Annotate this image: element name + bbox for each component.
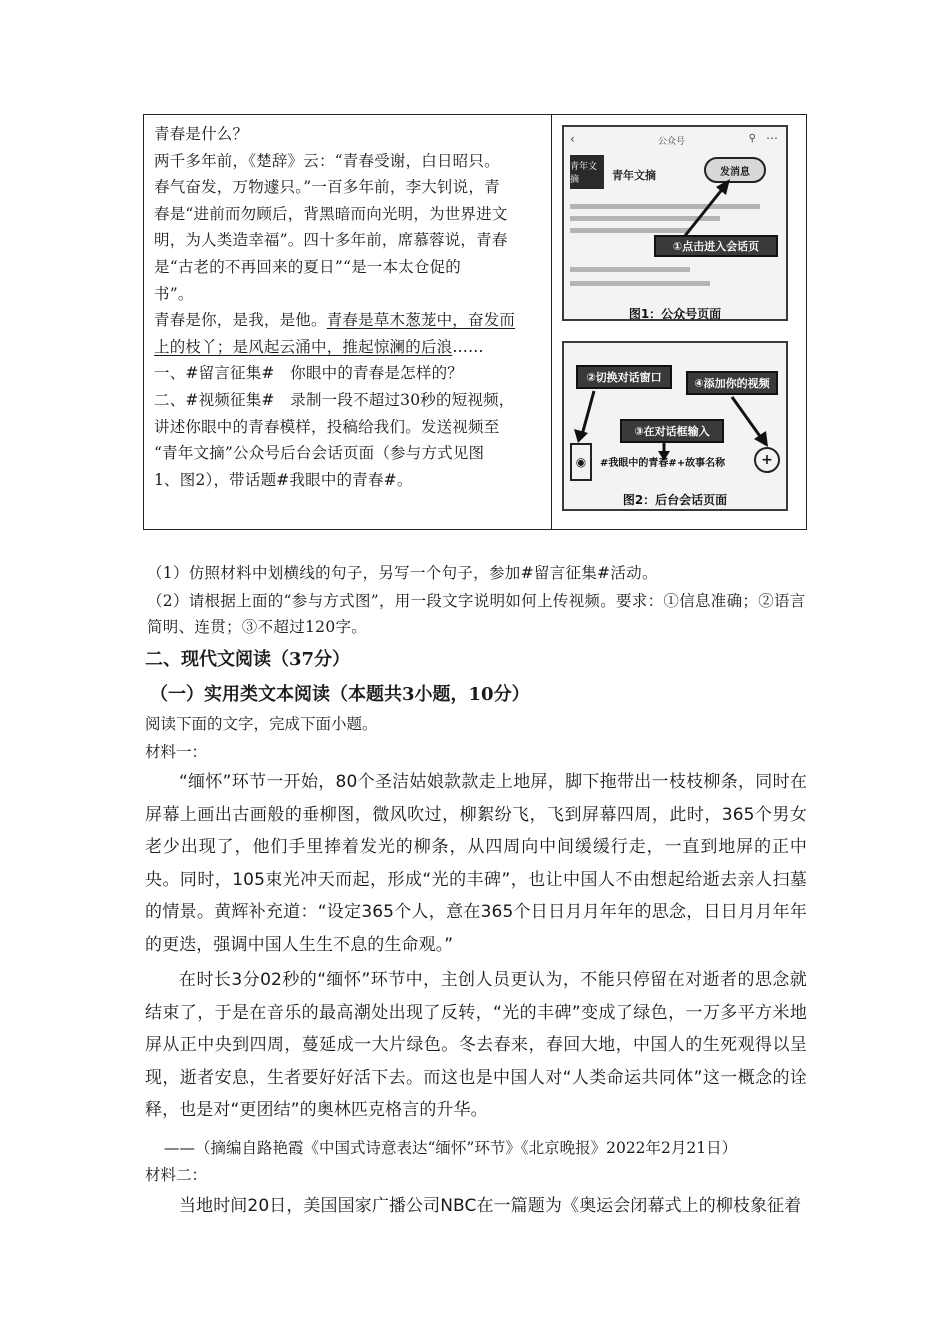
subsection-title: （一）实用类文本阅读（本题共3小题，10分） bbox=[150, 684, 530, 705]
material-2-label: 材料二： bbox=[145, 1166, 208, 1184]
text-line: 1、图2），带话题#我眼中的青春#。 bbox=[154, 470, 413, 489]
fig1-header-title: 公众号 bbox=[658, 137, 686, 147]
send-message-button: 发消息 bbox=[704, 157, 766, 183]
text-line: 二、#视频征集# 录制一段不超过30秒的短视频， bbox=[154, 390, 515, 409]
search-icon: ⚲ bbox=[748, 133, 756, 144]
text-line bbox=[154, 334, 547, 361]
material-1-paragraph-1: “缅怀”环节一开始，80个圣洁姑娘款款走上地屏，脚下拖带出一枝枝柳条，同时在屏幕上画出古画般的垂柳图，微风吹过，柳絮纷飞，飞到屏幕四周，此时，365个男女老少出现了，他们手里捧着发光的柳条，从四周向中间缓缓行走，一直到地屏的正中央。同时，105束光冲天而起，形成“光的丰碑”，也让中国人不由想起给逝去亲人扫墓的情景。黄辉补充道：“设定365个人，意在365个日日月月年年的思念，日日月月年年的更迭，强调中国人生生不息的生命观。” bbox=[145, 772, 807, 955]
text-plain: …… bbox=[452, 337, 484, 356]
text-line: 春气奋发，万物遽只。”一百多年前，李大钊说，青 bbox=[154, 178, 500, 197]
text-plain: 青春是你，是我，是他。 bbox=[154, 311, 327, 330]
plus-icon: + bbox=[754, 447, 780, 473]
text-line: “青年文摘”公众号后台会话页面（参与方式见图 bbox=[154, 444, 485, 463]
text-line: 两千多年前，《楚辞》云：“青春受谢，白日昭只。 bbox=[154, 151, 500, 170]
fig2-step-input: ③在对话框输入 bbox=[620, 419, 724, 443]
figure-2-screenshot bbox=[562, 341, 788, 511]
text-line: 青春是什么？ bbox=[154, 125, 249, 143]
figure-1-caption: 图1：公众号页面 bbox=[628, 307, 722, 321]
fig2-step-switch: ②切换对话窗口 bbox=[576, 365, 672, 389]
text-line: 讲述你眼中的青春模样，投稿给我们。发送视频至 bbox=[154, 417, 500, 436]
text-line: 明，为人类造幸福”。四十多年前，席慕蓉说，青春 bbox=[154, 231, 508, 250]
placeholder-line bbox=[570, 267, 690, 272]
section-title: 二、现代文阅读（37分） bbox=[145, 649, 351, 670]
table-figure-cell bbox=[552, 115, 806, 529]
account-name: 青年文摘 bbox=[612, 169, 656, 182]
more-icon: ⋯ bbox=[766, 131, 778, 145]
material-1-paragraph-2: 在时长3分02秒的“缅怀”环节中，主创人员更认为，不能只停留在对逝者的思念就结束了，于是在音乐的最高潮处出现了反转，“光的丰碑”变成了绿色，一万多平方米地屏从正中央到四周，蔓延成一大片绿色。冬去春来，春回大地，中国人的生死观得以呈现，逝者安息，生者要好好活下去。而这也是中国人对“人类命运共同体”这一概念的诠释，也是对“更团结”的奥林匹克格言的升华。 bbox=[145, 970, 807, 1120]
text-line: 一、#留言征集# 你眼中的青春是怎样的？ bbox=[154, 364, 463, 383]
text-line: 是“古老的不再回来的夏日”“是一本太仓促的 bbox=[154, 257, 461, 276]
back-arrow-icon: ‹ bbox=[570, 132, 575, 146]
underlined-sentence: 上的枝丫；是风起云涌中，推起惊澜的后浪 bbox=[154, 337, 453, 356]
placeholder-line bbox=[570, 281, 710, 286]
text-line bbox=[154, 307, 547, 334]
figure-2-caption: 图2：后台会话页面 bbox=[622, 493, 728, 507]
fig2-step-add-video: ④添加你的视频 bbox=[686, 371, 778, 395]
pointer-arrows-icon bbox=[564, 343, 790, 513]
figure-1-screenshot bbox=[562, 125, 788, 321]
fig2-input-text: #我眼中的青春#+故事名称 bbox=[600, 457, 726, 469]
material-1-label: 材料一： bbox=[145, 743, 208, 761]
question-1: （1）仿照材料中划横线的句子，另写一个句子，参加#留言征集#活动。 bbox=[147, 564, 658, 582]
material-1-source: ——（摘编自路艳霞《中国式诗意表达“缅怀”环节》《北京晚报》2022年2月21日） bbox=[164, 1139, 738, 1157]
text-line: 春是“进前而勿顾后，背黑暗而向光明，为世界进文 bbox=[154, 204, 508, 223]
material-2-paragraph-1: 当地时间20日，美国国家广播公司NBC在一篇题为《奥运会闭幕式上的柳枝象征着 bbox=[179, 1196, 802, 1216]
fig1-callout: ①点击进入会话页 bbox=[654, 235, 778, 257]
account-avatar: 青年文摘 bbox=[570, 155, 604, 189]
voice-icon: ◉ bbox=[570, 443, 592, 481]
reading-instruction: 阅读下面的文字，完成下面小题。 bbox=[145, 715, 378, 733]
table-text-cell bbox=[144, 115, 552, 529]
material-table bbox=[143, 114, 807, 530]
text-line: 书”。 bbox=[154, 284, 194, 303]
question-2: （2）请根据上面的“参与方式图”，用一段文字说明如何上传视频。要求：①信息准确；②语言简明、连贯；③不超过120字。 bbox=[147, 592, 806, 636]
pointer-arrow-icon bbox=[564, 127, 790, 323]
underlined-sentence: 青春是草木葱茏中，奋发而 bbox=[326, 311, 516, 330]
